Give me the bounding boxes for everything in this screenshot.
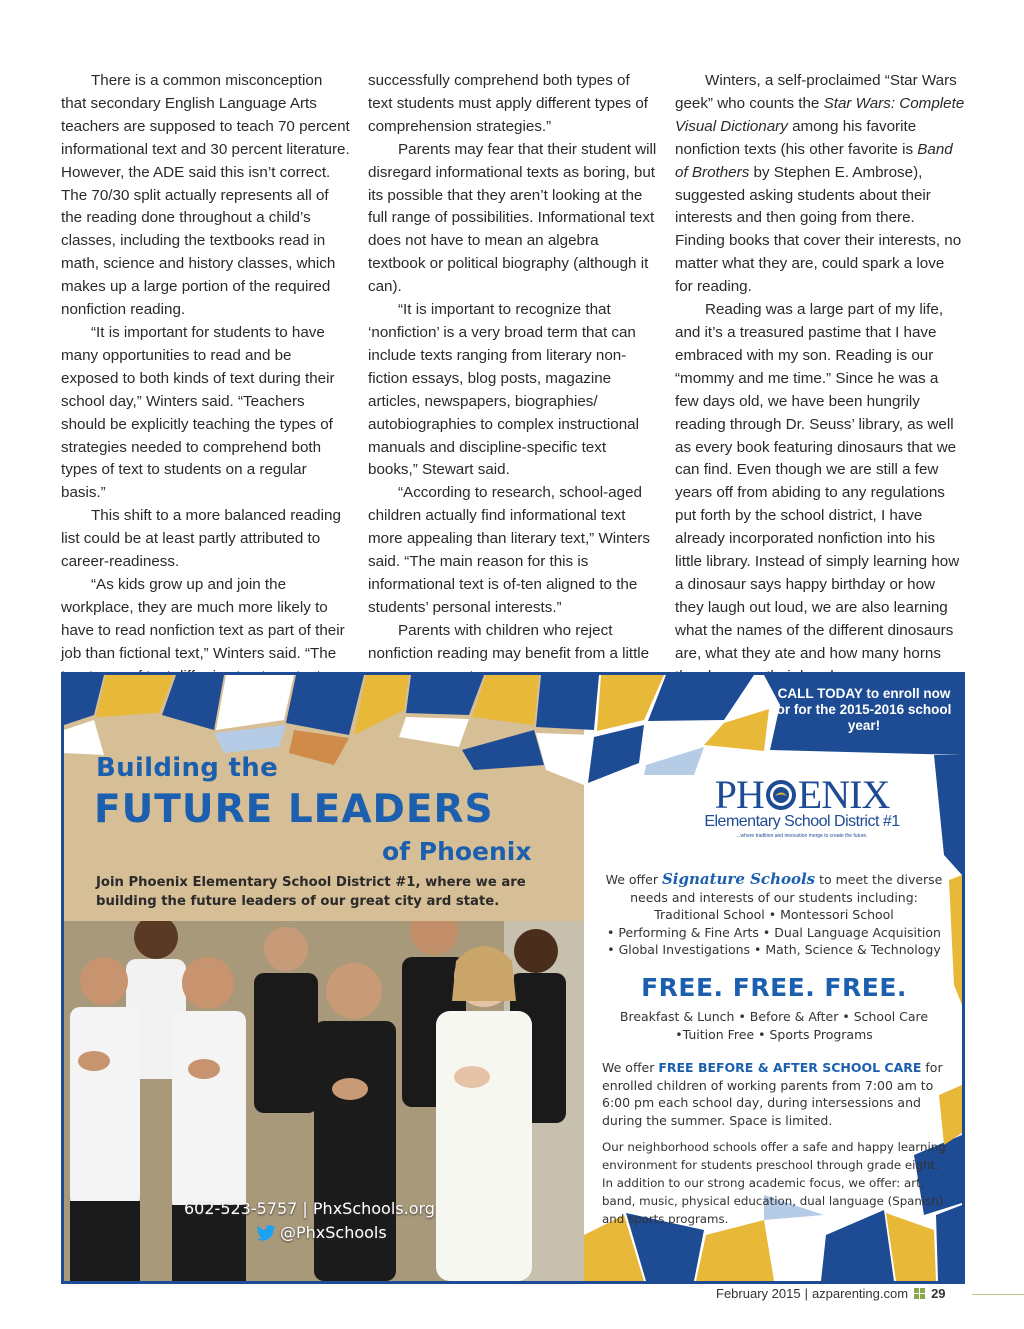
paragraph-continued: successfully comprehend both types of text students must apply different types of comprehension strategies.” [368,72,648,135]
district-seal-icon [765,779,797,811]
signature-schools-label: Signature Schools [661,870,816,888]
ad-headline-building: Building the [96,753,279,783]
program-line: Traditional School • Montessori School [654,907,894,922]
footer-rule [972,1294,1024,1295]
text-run: for enrolled children of working parents from 7:00 am to 6:00 pm each school day, during intersessions and during the summer. Space is limited. [602,1060,943,1128]
page-footer [716,1286,946,1301]
program-line: • Global Investigations • Math, Science & Technology [607,942,941,957]
article-body [61,70,965,662]
footer-grid-icon [914,1288,925,1299]
article-column-2 [368,70,658,688]
ad-free-headline: FREE. FREE. FREE. [641,973,907,1002]
paragraph: Parents may fear that their student will disregard informational texts as boring, but its possible that they aren’t looking at the full range of possibilities. Informational text does not have to mean an algebra textbook or political biography (although it can). [368,140,657,296]
paragraph: This shift to a more balanced reading list could be at least partly attributed to career-readiness. [61,507,341,571]
logo-text-left: PH [714,772,764,817]
paragraph: “It is important to recognize that ‘nonfiction’ is a very broad term that can include texts ranging from literary non-fiction essays, blog posts, magazine articles, newspapers, biographies/ autobiographies to complex instructional manuals and discipline-specific text books,” Stewart said. [368,301,640,479]
free-line: Breakfast & Lunch • Before & After • School Care [619,1009,929,1024]
phoenix-district-logo [682,772,922,855]
text-run: by Stephen E. Ambrose), suggested asking students about their interests and then going from there. Finding books that cover their interests, no matter what they are, could spark a love for reading. [675,163,962,296]
footer-site[interactable]: azparenting.com [811,1286,909,1301]
free-line: •Tuition Free • Sports Programs [675,1026,873,1042]
book-title: Star Wars: Complete Visual Dictionary [675,94,965,135]
footer-separator: | [804,1286,808,1301]
ad-join-text: Join Phoenix Elementary School District #1, where we are building the future leaders of our great city ard state. [96,875,526,909]
logo-tagline: ...where tradition and innovation merge to create the future. [736,833,868,839]
text-run: to meet the diverse needs and interests of our students including: [630,872,943,905]
text-run: We offer [602,1060,659,1075]
text-run: We offer [605,872,662,887]
program-line: • Performing & Fine Arts • Dual Language Acquisition [607,924,941,940]
paragraph: There is a common misconception that secondary English Language Arts teachers are supposed to teach 70 percent informational text and 30 percent literature. However, the ADE said this isn’t correct. The 70/30 split actually represents all of the reading done throughout a child’s classes, including the textbooks read in math, science and history classes, which makes up a large portion of the required nonfiction reading. [61,72,350,319]
ad-neighborhood-text: Our neighborhood schools offer a safe and happy learning environment for students preschool through grade eight. In addition to our strong academic focus, we offer: art, band, music, physical education, dual language (Spanish) and sports programs. [602,1140,946,1226]
article-column-1 [61,70,351,711]
paragraph: “It is important for students to have many opportunities to read and be exposed to both kinds of text during their school day,” Winters said. “Teachers should be explicitly teaching the types of strategies needed to comprehend both types of text to students on a regular basis.” [61,323,335,502]
page-number: 29 [931,1286,946,1301]
paragraph [675,299,965,688]
paragraph: “According to research, school-aged children actually find informational text more appealing than literary text,” Winters said. “The main reason for this is informational text is of-ten aligned to the students’ personal interests.” [368,484,650,616]
twitter-bird-icon [256,1225,276,1241]
ad-contact-phone-web[interactable]: 602-523-5757 | PhxSchools.org [184,1199,435,1218]
paragraph: Parents with children who reject nonfiction reading may benefit from a little [368,621,650,662]
ad-free-list [594,1008,954,1043]
ad-headline-of-phoenix: of Phoenix [382,837,532,866]
ad-signature-schools-offer [594,871,954,906]
logo-text-right: ENIX [797,772,890,817]
ad-call-today: CALL TODAY to enroll now or for the 2015-2016 school year! [776,686,952,733]
paragraph: “As kids grow up and join the workplace, they are much more likely to have to read nonfiction text as part of their job than fictional text,” Winters said. “The [61,575,345,662]
ad-school-care-text [602,1059,948,1129]
advertisement[interactable] [61,672,965,1284]
text-run: Reading was a large part of my life, and it’s a treasured pastime that I have embraced with my son. Reading is our “mommy and me time.” Since he was a few days old, we have been hungrily reading through Dr. Seuss’ library, as well as every book featuring dinosaurs that we can find. Even though we are still a few years off from abiding to any regulations put forth by the school district, I have already incorporated nonfiction into his little library. Instead of simply learning how a dinosaur says happy birthday or how they laugh out loud, we are also learning what the names of the different dinosaurs are, what they ate and how many horns [675,301,960,662]
ad-program-list [594,906,954,959]
article-column-3 [675,70,965,688]
logo-subtitle: Elementary School District #1 [704,813,900,830]
text-run: Winters, a self-proclaimed “Star Wars geek” who counts the [675,72,957,112]
ad-headline-future-leaders: FUTURE LEADERS [94,787,494,832]
book-title: Band of Brothers [675,140,953,181]
paragraph [675,70,965,299]
logo-wordmark [682,772,922,817]
school-care-emphasis: FREE BEFORE & AFTER SCHOOL CARE [658,1060,922,1075]
text-run: among his favorite nonfiction texts (his other favorite is [675,117,918,158]
footer-issue: February 2015 [716,1286,801,1301]
twitter-handle: @PhxSchools [280,1223,387,1242]
ad-twitter[interactable] [256,1223,387,1242]
